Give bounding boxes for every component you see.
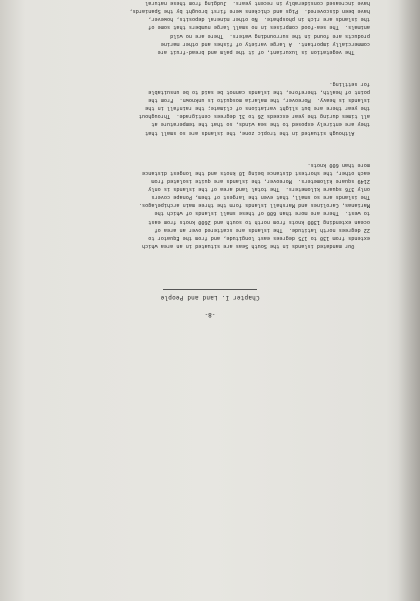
body-text	[62, 0, 370, 266]
page-number: -8-	[204, 311, 216, 318]
paragraph-2: Although situated in the tropic zone, the islands are so small that they are entirely exposed to the sea winds, so that the temperature at all times during the year exceeds 26 to 31 degrees centigrade. Throughout the year there are but slight variations of climate; the rainfall in the islands is heavy. Moreover, the malaria mosquito is unknown. From the point of health, therefore, the islands cannot be said to be unsuitable for settling.	[138, 81, 370, 136]
paragraph-3: The vegetation is luxuriant, of it the palm and bread-fruit are commercially important. A large variety of fishes and other marine products are found in the surrounding waters. There are no wild animals. The sea-food comprises in no small large numbers that some of the islands are rich in phosphate. No other mineral deposits, however, have been discovered. Pigs and chickens were first brought by the Spaniards, have increased considerably in recent years. Judging from these natural	[129, 0, 370, 55]
title-underline	[163, 289, 257, 290]
chapter-title: Chapter I. Land and People	[160, 294, 260, 301]
paragraph-1: Our mandated islands in the South Seas are situated in an area which extends from 130 to 175 degrees east longitude, and from the Equator to 22 degrees north latitude. The islands are scattered over an area of ocean extending 1300 knots from north to south and 2600 knots from east to west. There are more than 600 of these small islands of which the Marianas, Carolines and Marshall islands form the three main archipelagos. The islands are so small, that even the largest of them, Ponape covers only 376 square kilometers. The total land area of the islands is only 2149 square kilometers. Moreover, the islands are quite isolated from each other, the shortest distance being 10 knots and the longest distance more than 600 knots.	[138, 161, 370, 249]
